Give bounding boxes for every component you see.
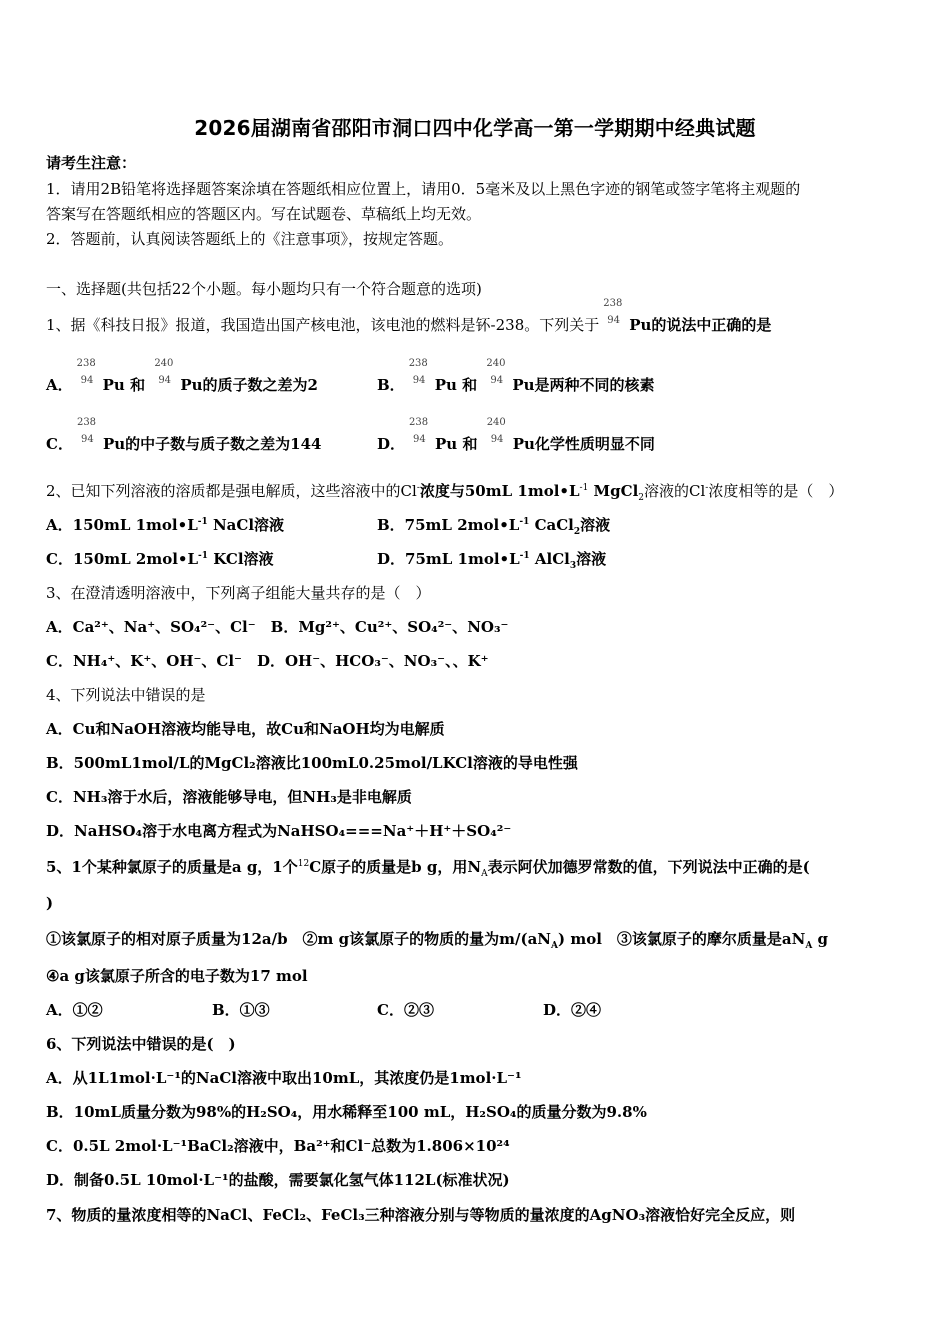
q6-option-b: B．10mL质量分数为98%的H₂SO₄，用水稀释至100 mL，H₂SO₄的质量分数为9.8% bbox=[46, 1103, 647, 1121]
notice-item-1-cont: 答案写在答题纸相应的答题区内。写在试题卷、草稿纸上均无效。 bbox=[46, 205, 482, 223]
q4-option-c: C．NH₃溶于水后，溶液能够导电，但NH₃是非电解质 bbox=[46, 788, 412, 806]
question-1-stem bbox=[46, 298, 772, 335]
question-5-stem-cont: ) bbox=[46, 894, 54, 912]
q5-option-b: B．①③ bbox=[212, 1001, 270, 1019]
q5-option-a: A．①② bbox=[46, 1001, 103, 1019]
question-7-stem: 7、物质的量浓度相等的NaCl、FeCl₂、FeCl₃三种溶液分别与等物质的量浓度的AgNO₃溶液恰好完全反应，则 bbox=[46, 1206, 796, 1224]
section-heading: 一、选择题(共包括22个小题。每小题均只有一个符合题意的选项) bbox=[46, 280, 482, 298]
q1-option-c: C． 238 94 Pu的中子数与质子数之差为144 bbox=[46, 417, 322, 453]
q6-option-c: C．0.5L 2mol·L⁻¹BaCl₂溶液中，Ba²⁺和Cl⁻总数为1.806×10²⁴ bbox=[46, 1137, 510, 1155]
q1-stem-tail: Pu的说法中正确的是 bbox=[629, 316, 772, 334]
q2-option-b: B．75mL $2mol•L^{-1}$ CaCl$_2$溶液 bbox=[377, 516, 611, 537]
q5-statements-1: ①该氯原子的相对原子质量为12a/b ②m g该氯原子的物质的量为$m/(aN_A)$ mol ③该氯原子的摩尔质量是$aN_A$ g bbox=[46, 930, 829, 951]
question-5-stem: 5、1个某种氯原子的质量是a g，1个$^{12}$C原子的质量是b g，用$N_A$表示阿伏加德罗常数的值，下列说法中正确的是( bbox=[46, 858, 810, 879]
notice-item-1: 1．请用2B铅笔将选择题答案涂填在答题纸相应位置上，请用0．5毫米及以上黑色字迹的钢笔或签字笔将主观题的 bbox=[46, 180, 801, 198]
q6-option-d: D．制备0.5L 10mol·L⁻¹的盐酸，需要氯化氢气体112L(标准状况) bbox=[46, 1171, 510, 1189]
notice-heading: 请考生注意： bbox=[46, 154, 137, 172]
notice-item-2: 2．答题前，认真阅读答题纸上的《注意事项》，按规定答题。 bbox=[46, 230, 454, 248]
question-4-stem: 4、下列说法中错误的是 bbox=[46, 686, 206, 704]
q4-option-d: D．NaHSO₄溶于水电离方程式为NaHSO₄===Na⁺＋H⁺＋SO₄²⁻ bbox=[46, 822, 512, 840]
q5-option-d: D．②④ bbox=[543, 1001, 602, 1019]
q1-option-a: A． 238 94 Pu 和 240 94 Pu的质子数之差为2 bbox=[46, 358, 318, 394]
q2-option-c: C．150mL $2mol•L^{-1}$ KCl溶液 bbox=[46, 550, 274, 568]
question-3-stem: 3、在澄清透明溶液中，下列离子组能大量共存的是（ ） bbox=[46, 584, 431, 602]
q3-options-cd: C．NH₄⁺、K⁺、OH⁻、Cl⁻ D．OH⁻、HCO₃⁻、NO₃⁻、、K⁺ bbox=[46, 652, 489, 670]
question-6-stem: 6、下列说法中错误的是( ) bbox=[46, 1035, 236, 1053]
q4-option-b: B．500mL1mol/L的MgCl₂溶液比100mL0.25mol/LKCl溶液的导电性强 bbox=[46, 754, 578, 772]
q6-option-a: A．从1L1mol·L⁻¹的NaCl溶液中取出10mL，其浓度仍是1mol·L⁻¹ bbox=[46, 1069, 522, 1087]
q1-stem-text: 1、据《科技日报》报道，我国造出国产核电池，该电池的燃料是钚-238。下列关于 bbox=[46, 316, 600, 334]
q1-option-d: D． 238 94 Pu 和 240 94 Pu化学性质明显不同 bbox=[377, 417, 655, 453]
page-title: 2026届湖南省邵阳市洞口四中化学高一第一学期期中经典试题 bbox=[194, 116, 756, 140]
q5-statements-2: ④a g该氯原子所含的电子数为17 mol bbox=[46, 967, 308, 985]
pu238-isotope: 238 94 bbox=[603, 298, 623, 326]
question-2-stem: 2、已知下列溶液的溶质都是强电解质，这些溶液中的Cl-浓度与50mL $1mol•L^{-1}$ MgCl$_2$溶液的Cl-浓度相等的是（ ） bbox=[46, 482, 844, 503]
q4-option-a: A．Cu和NaOH溶液均能导电，故Cu和NaOH均为电解质 bbox=[46, 720, 445, 738]
q5-option-c: C．②③ bbox=[377, 1001, 434, 1019]
q1-option-b: B． 238 94 Pu 和 240 94 Pu是两种不同的核素 bbox=[377, 358, 655, 394]
q2-option-d: D．75mL $1mol•L^{-1}$ AlCl$_3$溶液 bbox=[377, 550, 607, 571]
q2-option-a: A．150mL $1mol•L^{-1}$ NaCl溶液 bbox=[46, 516, 285, 534]
q3-options-ab: A．Ca²⁺、Na⁺、SO₄²⁻、Cl⁻ B．Mg²⁺、Cu²⁺、SO₄²⁻、NO₃⁻ bbox=[46, 618, 509, 636]
